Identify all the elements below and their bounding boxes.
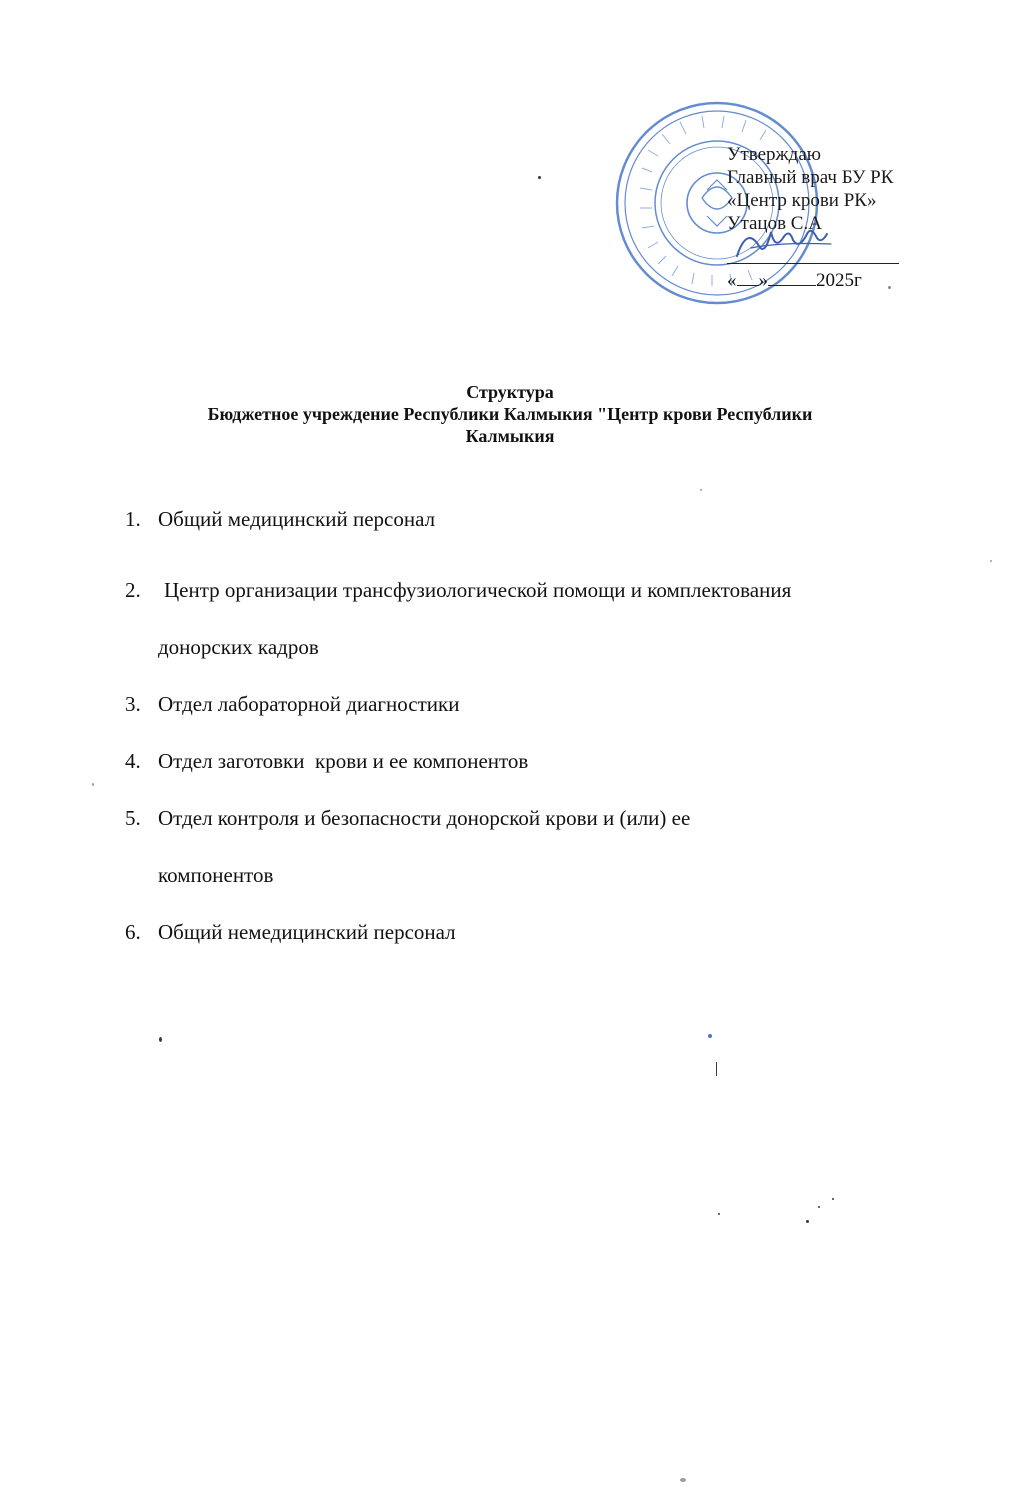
list-item-number: 2. [125, 578, 141, 602]
approval-date [727, 267, 862, 292]
list-item-text: Отдел контроля и безопасности донорской крови и (или) ее [158, 806, 691, 830]
list-item [125, 790, 945, 904]
document-title [100, 381, 920, 447]
date-close-quote: » [758, 270, 768, 291]
scan-speck [680, 1478, 686, 1482]
structure-list [125, 505, 945, 961]
approval-signatory-name: Утацов С.А [727, 213, 822, 234]
scan-speck [159, 1037, 162, 1042]
list-item-text: Общий немедицинский персонал [158, 920, 456, 944]
title-organization-line2: Калмыкия [465, 426, 555, 446]
list-item-text: Общий медицинский персонал [158, 507, 436, 531]
date-open-quote: « [727, 270, 737, 291]
scan-speck [990, 560, 992, 562]
approval-heading: Утверждаю [727, 144, 821, 165]
list-item [125, 676, 945, 733]
list-item [125, 904, 945, 961]
list-item-number: 3. [125, 692, 141, 716]
approval-organization: «Центр крови РК» [727, 190, 877, 211]
list-item [125, 505, 945, 533]
scan-speck [806, 1220, 809, 1223]
list-item [125, 733, 945, 790]
scan-speck [716, 1062, 717, 1076]
date-year: 2025г [816, 270, 862, 291]
list-item [125, 562, 945, 676]
approval-position: Главный врач БУ РК [727, 167, 894, 188]
title-organization-line1: Бюджетное учреждение Республики Калмыкия "Центр крови Республики [207, 404, 813, 424]
scan-speck [708, 1034, 712, 1038]
list-item-text: Отдел заготовки крови и ее компонентов [158, 749, 529, 773]
list-item-text: Отдел лабораторной диагностики [158, 692, 460, 716]
approval-block [727, 143, 893, 235]
signature-line [727, 263, 899, 264]
scan-speck [888, 286, 891, 289]
list-item-number: 6. [125, 920, 141, 944]
scan-speck [92, 783, 94, 786]
list-item-text: Центр организации трансфузиологической помощи и комплектования [164, 578, 792, 602]
date-day-blank [737, 267, 759, 286]
list-item-number: 5. [125, 806, 141, 830]
list-item-text-continued: компонентов [158, 863, 274, 887]
list-item-text-continued: донорских кадров [158, 635, 319, 659]
scan-speck [700, 489, 702, 491]
scan-speck [818, 1206, 820, 1208]
scan-speck [832, 1198, 834, 1200]
title-heading: Структура [466, 382, 554, 402]
list-item-number: 4. [125, 749, 141, 773]
scan-speck [718, 1213, 720, 1215]
date-month-blank [768, 267, 816, 286]
list-item-number: 1. [125, 507, 141, 531]
scan-speck [538, 176, 541, 179]
